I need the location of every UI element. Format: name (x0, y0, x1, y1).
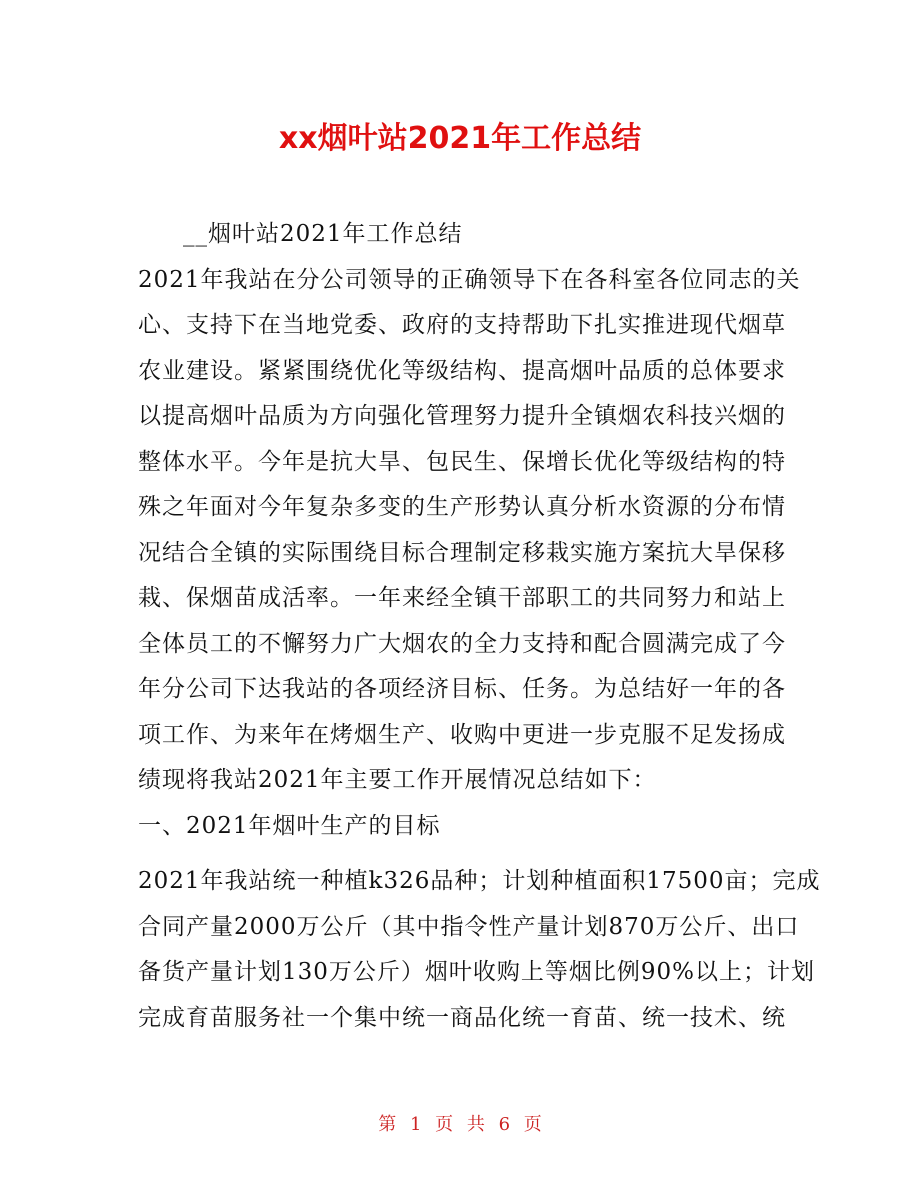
paragraph-line: 2021年我站在分公司领导的正确领导下在各科室各位同志的关 (138, 266, 801, 293)
paragraph-line: 完成育苗服务社一个集中统一商品化统一育苗、统一技术、统 (138, 1004, 786, 1031)
paragraph-gap (138, 849, 788, 859)
document-subtitle: __烟叶站2021年工作总结 (183, 221, 463, 247)
page-number: 1 (409, 1114, 422, 1135)
page-total: 6 (498, 1114, 511, 1135)
paragraph-line: 2021年我站统一种植k326品种；计划种植面积17500亩；完成 (138, 868, 821, 894)
paragraph-line: 农业建设。紧紧围绕优化等级结构、提高烟叶品质的总体要求 (138, 357, 786, 384)
paragraph-line: 殊之年面对今年复杂多变的生产形势认真分析水资源的分布情 (138, 494, 786, 520)
paragraph-line: 合同产量2000万公斤（其中指令性产量计划870万公斤、出口 (138, 913, 800, 940)
paragraph-line: 以提高烟叶品质为方向强化管理努力提升全镇烟农科技兴烟的 (138, 403, 786, 429)
page-label: 页 (523, 1114, 542, 1135)
paragraph-line: 栽、保烟苗成活率。一年来经全镇干部职工的共同努力和站上 (138, 585, 786, 611)
document-title: xx烟叶站2021年工作总结 (278, 121, 642, 156)
paragraph-line: 备货产量计划130万公斤）烟叶收购上等烟比例90%以上；计划 (138, 959, 816, 985)
paragraph-line: 况结合全镇的实际围绕目标合理制定移栽实施方案抗大旱保移 (138, 539, 786, 566)
section-heading: 一、2021年烟叶生产的目标 (138, 812, 441, 839)
page-label: 共 (466, 1114, 485, 1135)
document-body (138, 212, 821, 1041)
paragraph-line: 年分公司下达我站的各项经济目标、任务。为总结好一年的各 (138, 676, 786, 702)
paragraph-line: 整体水平。今年是抗大旱、包民生、保增长优化等级结构的特 (138, 448, 786, 475)
paragraph-line: 项工作、为来年在烤烟生产、收购中更进一步克服不足发扬成 (138, 721, 786, 748)
page-label: 第 (378, 1114, 397, 1135)
paragraph-line: 全体员工的不懈努力广大烟农的全力支持和配合圆满完成了今 (138, 630, 786, 657)
paragraph-line: 绩现将我站2021年主要工作开展情况总结如下： (138, 767, 657, 793)
paragraph-line: 心、支持下在当地党委、政府的支持帮助下扎实推进现代烟草 (138, 312, 786, 338)
page-label: 页 (435, 1114, 454, 1135)
page-footer (0, 1112, 920, 1138)
